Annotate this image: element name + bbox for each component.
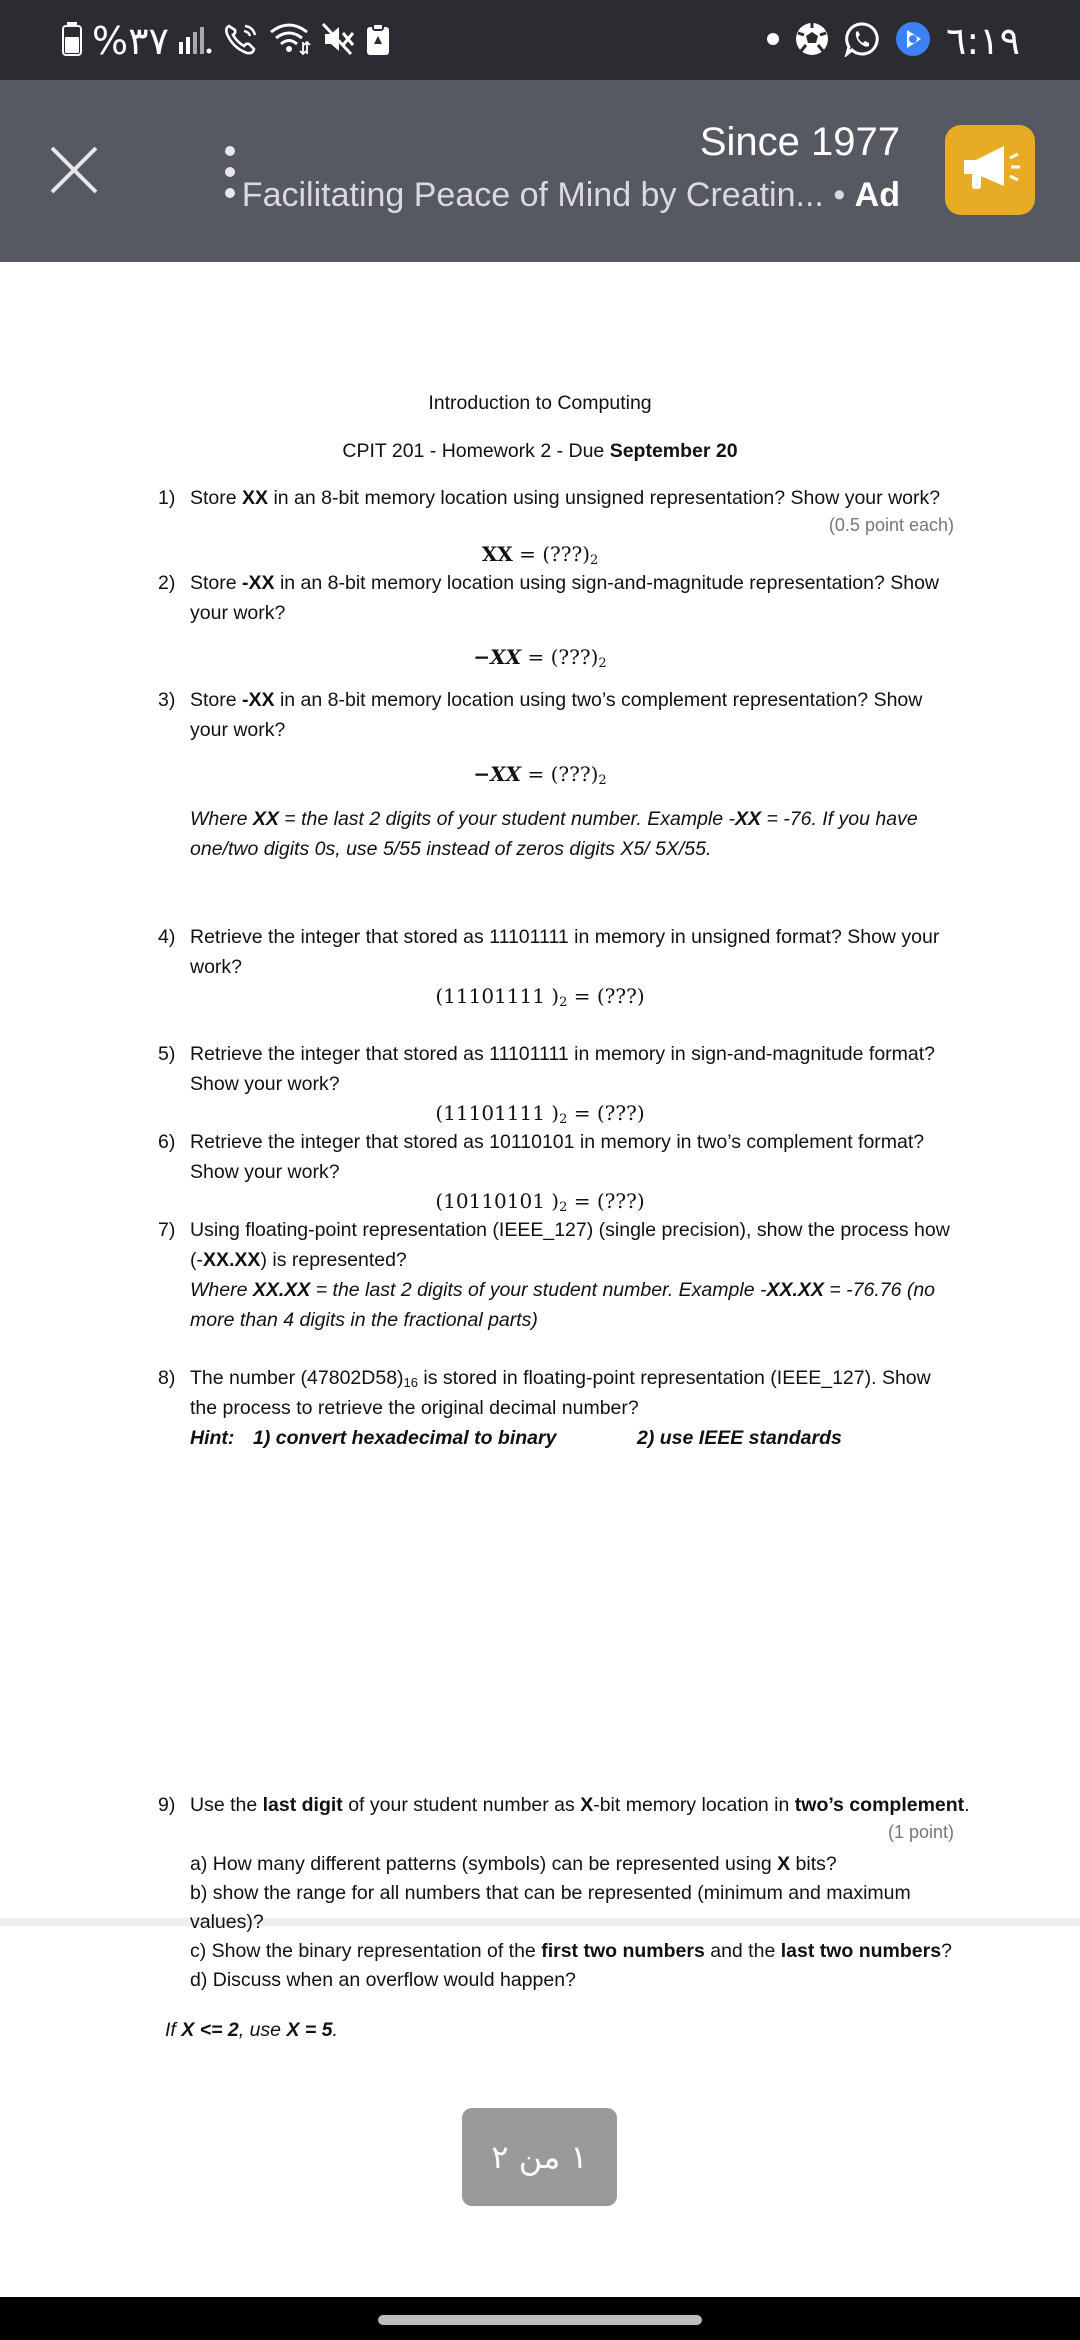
q3-eq-var: −XX (473, 762, 522, 786)
q2-text-line2: your work? (190, 602, 286, 624)
q9-p1: Use the (190, 1794, 263, 1816)
q7-l2-pre: (- (190, 1249, 203, 1271)
q9-part-b-line2: values)? (190, 1911, 264, 1933)
q1-number: 1) (158, 487, 176, 509)
q8-hint-label (190, 1423, 234, 1453)
homework-prefix: CPIT 201 - Homework 2 - Due (342, 440, 610, 462)
status-right (766, 16, 1020, 66)
q3-eq-rest: = (???) (521, 762, 599, 786)
q1-points: (0.5 point each) (828, 515, 954, 535)
q9-p2: of your student number as (342, 1794, 581, 1816)
q5-eq-pre: (11101111 ) (435, 1101, 560, 1125)
ad-label: Ad (854, 176, 900, 214)
whatsapp-icon (844, 21, 880, 62)
q1-eq-rest: = (???) (512, 542, 590, 566)
q9-c-b2: last two numbers (780, 1940, 942, 1962)
q9-a-bold: X (777, 1853, 791, 1875)
ad-banner[interactable] (0, 80, 1080, 262)
note1-p1: Where (190, 808, 253, 830)
q6-text-line2: Show your work? (190, 1161, 340, 1183)
q7-note (190, 1275, 935, 1305)
q8-hint-1-text: 1) convert hexadecimal to binary (253, 1427, 557, 1449)
q9-p3: -bit memory location in (593, 1794, 795, 1816)
q8-hint-1 (253, 1423, 556, 1453)
ad-title[interactable]: Since 1977 (699, 120, 900, 164)
q9-c-p3: ? (941, 1940, 952, 1962)
q7-note-b1: XX.XX (252, 1279, 311, 1301)
q9-part-b: b) show the range for all numbers that can be represented (minimum and maximum (190, 1882, 911, 1904)
q9-number: 9) (158, 1794, 176, 1816)
q4-number: 4) (158, 926, 176, 948)
course-title: Introduction to Computing (428, 392, 652, 414)
battery-icon (62, 22, 82, 61)
q2-eq-var: −XX (473, 645, 522, 669)
q1-var: XX (242, 487, 269, 509)
q7-note-p2: = the last 2 digits of your student number. Example - (310, 1279, 767, 1301)
mute-icon (321, 22, 355, 61)
q5-eq-sub: 2 (559, 1112, 568, 1127)
q7-l2-post: ) is represented? (260, 1249, 407, 1271)
q9-cond-p2: , use (238, 2019, 287, 2041)
q9-part-a (190, 1849, 837, 1879)
q3-pre: Store (190, 689, 243, 711)
q5-text: Retrieve the integer that stored as 11101111 in memory in sign-and-magnitude format? (190, 1043, 936, 1065)
q2-equation (0, 642, 1080, 679)
q4-eq-post: = (???) (567, 984, 645, 1008)
more-vert-icon[interactable] (222, 146, 238, 198)
q8-number: 8) (158, 1367, 176, 1389)
q2-var: -XX (242, 572, 275, 594)
clipboard-icon (365, 22, 391, 61)
q9-c-p1: c) Show the binary representation of the (190, 1940, 542, 1962)
q1-eq-var: XX (481, 542, 513, 566)
q6-eq-post: = (???) (567, 1189, 645, 1213)
clock: ٦:١٩ (945, 19, 1020, 63)
q9-cond-b2: X = 5 (286, 2019, 333, 2041)
note1-b1: XX (252, 808, 279, 830)
q9-p4: . (964, 1794, 970, 1816)
q9-b1: last digit (262, 1794, 343, 1816)
q2-eq-sub: 2 (598, 656, 607, 671)
q5-text-line2: Show your work? (190, 1073, 340, 1095)
q8-hint-label-text: Hint: (190, 1427, 235, 1449)
q9-c-b1: first two numbers (541, 1940, 705, 1962)
wifi-icon (269, 22, 311, 61)
q4-eq-sub: 2 (559, 995, 568, 1010)
q2-number: 2) (158, 572, 176, 594)
homework-due: September 20 (609, 440, 738, 462)
homework-title (0, 436, 1080, 466)
ad-subline[interactable] (242, 176, 900, 215)
q9-c-p2: and the (704, 1940, 781, 1962)
q4-text-line2: work? (190, 956, 243, 978)
q5-number: 5) (158, 1043, 176, 1065)
app-icon (894, 20, 932, 63)
q3-text-line2: your work? (190, 719, 286, 741)
q7-text: Using floating-point representation (IEEE_127) (single precision), show the process how (190, 1219, 950, 1241)
q7-text-line2 (190, 1245, 407, 1275)
q7-note-b2: XX.XX (766, 1279, 824, 1301)
ad-cta-button[interactable] (945, 125, 1035, 215)
q7-note-p3: = -76.76 (no (823, 1279, 936, 1301)
q3-text (190, 685, 922, 715)
q2-text (190, 568, 939, 598)
q9-a-post: bits? (790, 1853, 837, 1875)
q9-b2: X (580, 1794, 594, 1816)
q9-text (190, 1790, 970, 1820)
q9-part-c (190, 1936, 952, 1966)
q3-var: -XX (242, 689, 275, 711)
status-left (62, 16, 391, 66)
status-bar (0, 0, 1080, 80)
q9-condition (165, 2015, 338, 2045)
battery-percent: %٣٧ (92, 19, 169, 63)
navigation-bar (0, 2297, 1080, 2340)
wifi-calling-icon (223, 22, 259, 61)
signal-icon (179, 24, 213, 59)
q6-text: Retrieve the integer that stored as 10110101 in memory in two’s complement format? (190, 1131, 925, 1153)
q9-a-pre: a) How many different patterns (symbols) can be represented using (190, 1853, 778, 1875)
q6-eq-sub: 2 (559, 1200, 568, 1215)
q1-text (190, 483, 940, 513)
q2-pre: Store (190, 572, 243, 594)
q9-cond-b1: X <= 2 (181, 2019, 239, 2041)
q4-eq-pre: (11101111 ) (435, 984, 560, 1008)
megaphone-icon (958, 142, 1022, 199)
q9-cond-p3: . (332, 2019, 338, 2041)
page-separator (0, 1918, 1080, 1926)
q1-eq-sub: 2 (590, 553, 599, 568)
ad-subtitle: Facilitating Peace of Mind by Creatin... (241, 176, 824, 214)
note1-b2: XX (735, 808, 762, 830)
home-gesture-handle[interactable] (378, 2315, 702, 2325)
q8-pre: The number (47802D58) (190, 1367, 404, 1389)
q5-eq-post: = (???) (567, 1101, 645, 1125)
q3-equation (0, 759, 1080, 796)
q6-number: 6) (158, 1131, 176, 1153)
q3-eq-sub: 2 (598, 773, 607, 788)
q3-number: 3) (158, 689, 176, 711)
q1-post: in an 8-bit memory location using unsigned representation? Show your work? (268, 487, 941, 509)
q2-eq-rest: = (???) (521, 645, 599, 669)
q9-cond-p1: If (165, 2019, 182, 2041)
ad-separator: • (833, 176, 846, 214)
note1-p2: = the last 2 digits of your student number. Example - (278, 808, 736, 830)
q8-post: is stored in floating-point representation (IEEE_127). Show (418, 1367, 931, 1389)
q7-note-line2: more than 4 digits in the fractional parts) (190, 1309, 538, 1331)
q7-l2-bold: XX.XX (203, 1249, 261, 1271)
note-xx-definition-line2: one/two digits 0s, use 5/55 instead of zeros digits X5/ 5X/55. (190, 838, 712, 860)
close-icon[interactable] (48, 144, 100, 196)
q6-eq-pre: (10110101 ) (435, 1189, 560, 1213)
football-icon (794, 21, 830, 62)
page-indicator: ١ من ٢ (462, 2108, 617, 2206)
q1-pre: Store (190, 487, 243, 509)
dot-icon (766, 32, 780, 51)
q3-post: in an 8-bit memory location using two’s complement representation? Show (274, 689, 923, 711)
note1-p3: = -76. If you have (761, 808, 918, 830)
q8-hint-2 (637, 1423, 842, 1453)
q4-equation (0, 981, 1080, 1018)
document-viewer[interactable] (0, 262, 1080, 2297)
q8-sub: 16 (403, 1375, 419, 1390)
q9-b3: two’s complement (794, 1794, 965, 1816)
q8-text-line2: the process to retrieve the original decimal number? (190, 1397, 639, 1419)
q7-number: 7) (158, 1219, 176, 1241)
q9-points: (1 point) (887, 1822, 954, 1842)
note-xx-definition (190, 804, 918, 834)
q2-post: in an 8-bit memory location using sign-and-magnitude representation? Show (274, 572, 940, 594)
q9-part-d: d) Discuss when an overflow would happen? (190, 1969, 576, 1991)
q7-note-p1: Where (190, 1279, 253, 1301)
q8-hint-2-text: 2) use IEEE standards (637, 1427, 842, 1449)
q4-text: Retrieve the integer that stored as 11101111 in memory in unsigned format? Show your (190, 926, 940, 948)
